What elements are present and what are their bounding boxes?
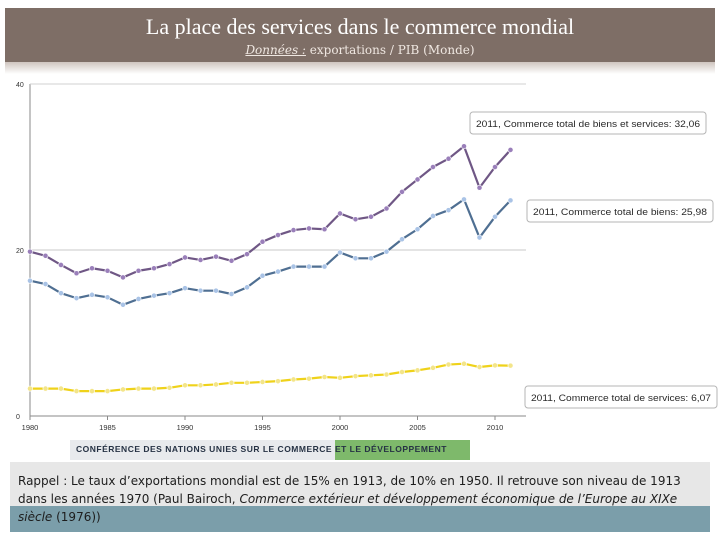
- series-2-point: [260, 273, 265, 278]
- reminder-part2: (1976)): [52, 510, 101, 524]
- page-title: La place des services dans le commerce mondial: [145, 14, 575, 39]
- series-3-point: [244, 380, 249, 385]
- subtitle-rest: exportations / PIB (Monde): [305, 43, 475, 57]
- reminder-box: [10, 462, 710, 532]
- reminder-text: [18, 472, 702, 526]
- series-3-point: [89, 389, 94, 394]
- series-1-point: [213, 254, 218, 259]
- series-1-point: [151, 266, 156, 271]
- series-2-point: [337, 250, 342, 255]
- series-1-point: [461, 144, 466, 149]
- series-2-point: [198, 288, 203, 293]
- series-1-point: [275, 232, 280, 237]
- chart-axes: [16, 82, 526, 432]
- series-3-point: [260, 379, 265, 384]
- reminder-book-title: Commerce extérieur et développement économique de l’Europe au XIXe siècle: [18, 492, 678, 524]
- series-2-point: [136, 296, 141, 301]
- series-2-point: [105, 295, 110, 300]
- series-3-point: [291, 377, 296, 382]
- series-1-point: [43, 253, 48, 258]
- series-3-point: [43, 386, 48, 391]
- series-1-point: [136, 268, 141, 273]
- series-3-point: [27, 386, 32, 391]
- series-1-point: [353, 217, 358, 222]
- y-tick-label: 20: [16, 248, 24, 255]
- series-2-point: [27, 278, 32, 283]
- series-2-point: [322, 264, 327, 269]
- annotation-label: 2011, Commerce total de services: 6,07: [531, 393, 711, 404]
- series-1-point: [89, 266, 94, 271]
- series-3-point: [229, 380, 234, 385]
- series-1-point: [430, 164, 435, 169]
- series-3-point: [136, 386, 141, 391]
- series-3-point: [198, 383, 203, 388]
- series-1-point: [399, 189, 404, 194]
- series-1-point: [182, 255, 187, 260]
- series-2-point: [477, 235, 482, 240]
- series-3-point: [446, 362, 451, 367]
- series-3-point: [105, 389, 110, 394]
- series-1-point: [260, 239, 265, 244]
- series-3-point: [74, 389, 79, 394]
- series-2-point: [430, 213, 435, 218]
- annotation-label: 2011, Commerce total de biens et services: 32,06: [476, 119, 700, 130]
- series-3-point: [182, 383, 187, 388]
- series-2-point: [492, 214, 497, 219]
- series-3-point: [477, 364, 482, 369]
- series-2-point: [120, 302, 125, 307]
- annotation-label: 2011, Commerce total de biens: 25,98: [533, 207, 707, 218]
- series-3-point: [415, 368, 420, 373]
- series-2-point: [167, 291, 172, 296]
- series-1-point: [27, 249, 32, 254]
- series-2-point: [182, 286, 187, 291]
- series-1-point: [306, 226, 311, 231]
- series-2-point: [461, 197, 466, 202]
- series-line-3: [30, 364, 511, 391]
- series-1-point: [368, 214, 373, 219]
- series-1-point: [337, 211, 342, 216]
- series-3-point: [120, 387, 125, 392]
- series-2-point: [275, 269, 280, 274]
- series-2-point: [384, 249, 389, 254]
- series-3-point: [58, 386, 63, 391]
- series-1-point: [492, 164, 497, 169]
- series-1-point: [415, 177, 420, 182]
- series-1-point: [198, 257, 203, 262]
- series-2-point: [213, 288, 218, 293]
- x-tick-label: 1985: [99, 423, 116, 432]
- series-3-point: [337, 375, 342, 380]
- series-3-point: [368, 373, 373, 378]
- series-2-point: [508, 198, 513, 203]
- subtitle-prefix: Données :: [245, 43, 306, 57]
- x-tick-label: 2005: [409, 423, 426, 432]
- series-2-point: [368, 256, 373, 261]
- series-2-point: [306, 264, 311, 269]
- series-1-point: [167, 262, 172, 267]
- series-1-point: [446, 156, 451, 161]
- series-3-point: [275, 379, 280, 384]
- x-tick-label: 1980: [21, 423, 39, 432]
- series-2-point: [399, 237, 404, 242]
- series-3-point: [151, 386, 156, 391]
- series-2-point: [89, 292, 94, 297]
- series-1-point: [291, 227, 296, 232]
- series-line-2: [30, 199, 511, 304]
- series-3-point: [167, 385, 172, 390]
- y-tick-label: 40: [16, 82, 24, 89]
- x-tick-label: 1995: [254, 423, 271, 432]
- series-2-point: [415, 227, 420, 232]
- chart-lines: [27, 144, 513, 394]
- series-3-point: [213, 382, 218, 387]
- y-tick-label: 0: [16, 414, 20, 421]
- series-1-point: [508, 147, 513, 152]
- series-3-point: [306, 376, 311, 381]
- series-1-point: [74, 271, 79, 276]
- series-line-1: [30, 146, 511, 277]
- chart-labels: [470, 112, 717, 408]
- series-3-point: [353, 374, 358, 379]
- reminder-part1: Rappel : Le taux d’exportations mondial est de 15% en 1913, de 10% en 1950. Il retrouve son niveau de 1913 dans les années 1970 (Paul Bairoch,: [18, 474, 681, 506]
- series-2-point: [74, 296, 79, 301]
- series-1-point: [384, 206, 389, 211]
- series-1-point: [105, 268, 110, 273]
- series-1-point: [120, 275, 125, 280]
- source-banner: [70, 440, 470, 460]
- x-tick-label: 2000: [331, 423, 349, 432]
- series-2-point: [353, 256, 358, 261]
- x-tick-label: 2010: [486, 423, 504, 432]
- series-2-point: [43, 281, 48, 286]
- series-1-point: [58, 262, 63, 267]
- series-3-point: [461, 361, 466, 366]
- series-1-point: [244, 252, 249, 257]
- series-3-point: [384, 372, 389, 377]
- series-3-point: [492, 363, 497, 368]
- series-2-point: [291, 264, 296, 269]
- series-2-point: [229, 291, 234, 296]
- series-2-point: [58, 291, 63, 296]
- series-2-point: [151, 293, 156, 298]
- series-3-point: [399, 369, 404, 374]
- series-3-point: [430, 365, 435, 370]
- series-1-point: [322, 227, 327, 232]
- x-tick-label: 1990: [176, 423, 194, 432]
- series-1-point: [229, 258, 234, 263]
- series-2-point: [244, 285, 249, 290]
- series-3-point: [322, 374, 327, 379]
- series-3-point: [508, 363, 513, 368]
- series-1-point: [477, 185, 482, 190]
- source-banner-text: CONFÉRENCE DES NATIONS UNIES SUR LE COMMERCE ET LE DÉVELOPPEMENT: [76, 444, 447, 454]
- series-2-point: [446, 208, 451, 213]
